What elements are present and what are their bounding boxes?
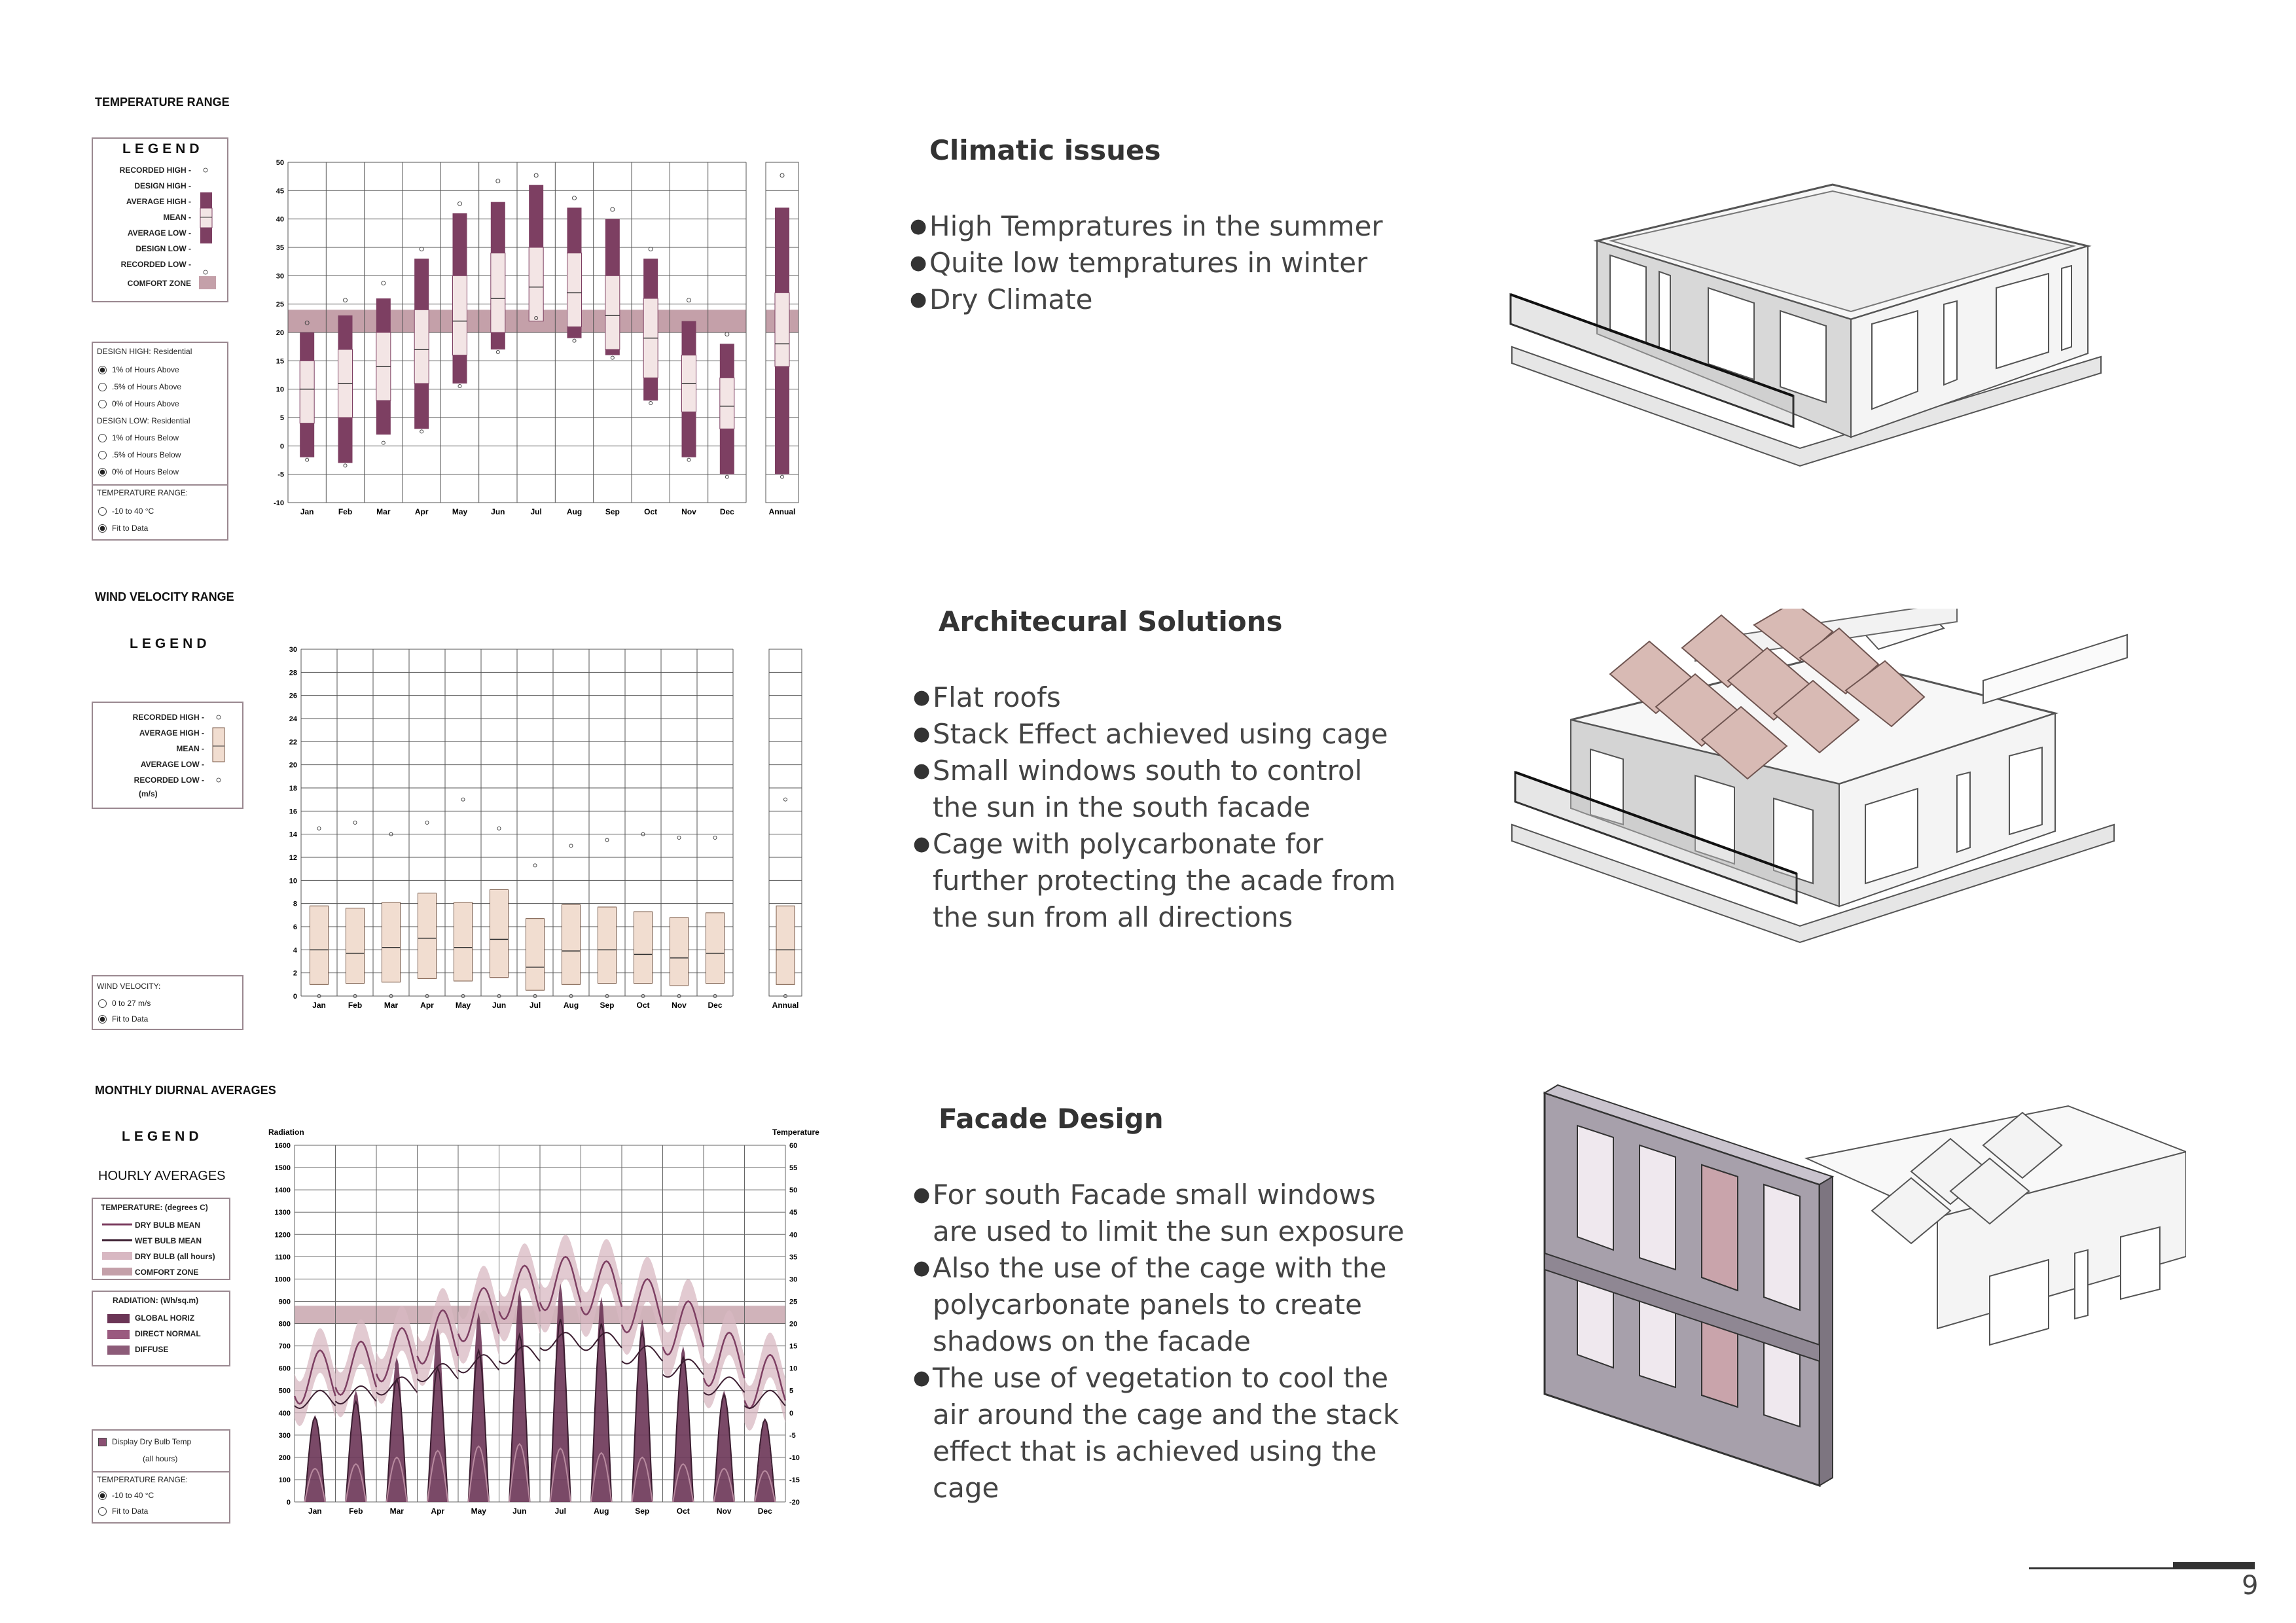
x-tick-label: Sep [635, 1507, 650, 1516]
rad-legend-direct-normal: DIRECT NORMAL [135, 1329, 201, 1338]
box-design-low [300, 423, 314, 457]
box-design-high [682, 321, 696, 355]
bullet-item: ● The use of vegetation to cool the air around the cage and the stack effect that is achieved using the cage [913, 1360, 1410, 1507]
y-tick-label-right: 55 [789, 1164, 798, 1173]
wind-box [490, 889, 509, 977]
x-tick-label: Jun [491, 507, 505, 516]
y-tick-label-left: 900 [278, 1298, 291, 1306]
x-tick-label: Dec [719, 507, 734, 516]
recorded-low-point [781, 475, 784, 478]
y-tick-label: 6 [293, 923, 297, 931]
x-tick-label: Aug [563, 1001, 579, 1010]
temperature-options [92, 342, 228, 541]
global-horiz-area [591, 1297, 611, 1502]
box-design-high [529, 185, 543, 247]
recorded-low-point [458, 385, 461, 388]
recorded-low-point [420, 430, 423, 433]
section-heading-architectural-solutions: Architecural Solutions [939, 605, 1283, 637]
x-tick-label: Aug [594, 1507, 609, 1516]
y-tick-label-right: -15 [789, 1476, 800, 1484]
box-average-range [414, 310, 429, 383]
monthly-diurnal-chart [236, 1119, 844, 1518]
x-tick-label: May [455, 1001, 471, 1010]
section-heading-facade-design: Facade Design [939, 1103, 1164, 1135]
hourly-averages-title: HOURLY AVERAGES [98, 1169, 226, 1183]
x-tick-label: Nov [672, 1001, 687, 1010]
box-average-range [567, 253, 582, 327]
y-tick-label: 16 [289, 808, 297, 816]
wind-box [346, 908, 365, 984]
recorded-low-point [725, 475, 728, 478]
comfort-zone-swatch [199, 276, 216, 289]
wind-box [382, 902, 401, 982]
box-design-low [376, 401, 391, 435]
legend-design-low: DESIGN LOW - [135, 244, 191, 253]
y-tick-label-right: 20 [789, 1320, 798, 1329]
box-average-range [605, 276, 620, 349]
recorded-low-point [649, 402, 653, 405]
y-tick-label: 22 [289, 738, 297, 747]
recorded-low-point [573, 339, 576, 342]
x-tick-label: Annual [772, 1001, 799, 1010]
x-tick-label: Aug [566, 507, 583, 516]
design-low-opt-3[interactable]: 0% of Hours Below [98, 467, 179, 476]
recorded-high-point [677, 836, 681, 839]
y-tick-label-left: 0 [286, 1499, 291, 1507]
x-tick-label: Apr [420, 1001, 434, 1010]
building-illustration-flat-roof [1499, 183, 2121, 497]
x-tick-label: Feb [338, 507, 353, 516]
y-tick-label-right: -5 [789, 1431, 796, 1440]
y-tick-label-right: -20 [789, 1499, 800, 1507]
wind-velocity-opt-2[interactable]: Fit to Data [98, 1014, 148, 1024]
recorded-high-point [458, 202, 462, 205]
y-tick-label-right: 45 [789, 1209, 798, 1217]
x-tick-label: Jan [308, 1507, 322, 1516]
section-heading-climatic-issues: Climatic issues [929, 134, 1161, 166]
x-tick-label: Sep [605, 507, 620, 516]
x-tick-label: Oct [636, 1001, 650, 1010]
legend-recorded-high: RECORDED HIGH - [119, 166, 191, 175]
diurnal-range-header: TEMPERATURE RANGE: [97, 1475, 188, 1484]
y-tick-label: 12 [289, 854, 297, 862]
rad-legend-swatches [106, 1311, 132, 1364]
recorded-low-point [382, 441, 385, 444]
diurnal-temp-legend [92, 1198, 230, 1280]
box-design-low [720, 429, 734, 474]
box-design-low [338, 418, 353, 463]
recorded-high-point [569, 844, 573, 847]
box-design-high [567, 207, 582, 253]
bullet-item: ● Flat roofs [913, 679, 1410, 716]
y-tick-label: 10 [289, 877, 297, 885]
recorded-high-point [611, 207, 615, 211]
bullet-item: ● Stack Effect achieved using cage [913, 716, 1410, 753]
legend-recorded-low: RECORDED LOW - [120, 260, 191, 269]
temp-legend-wet-bulb-mean: WET BULB MEAN [135, 1236, 202, 1245]
recorded-high-point [382, 281, 386, 285]
recorded-high-point [780, 173, 784, 177]
wind-velocity-opt-1[interactable]: 0 to 27 m/s [98, 999, 151, 1008]
y-tick-label-left: 300 [278, 1431, 291, 1440]
y-tick-label: 20 [289, 761, 297, 770]
recorded-high-point [317, 827, 321, 830]
y-tick-label: 0 [293, 993, 297, 1001]
design-low-header: DESIGN LOW: Residential [97, 416, 190, 425]
recorded-high-point [461, 798, 465, 801]
bullet-item: ● High Tempratures in the summer [910, 208, 1407, 245]
y-tick-label-left: 600 [278, 1364, 291, 1373]
temp-legend-header: TEMPERATURE: (degrees C) [101, 1203, 208, 1212]
temperature-range-opt-2[interactable]: Fit to Data [98, 524, 148, 533]
y-tick-label-right: -10 [789, 1454, 800, 1462]
box-design-low [605, 349, 620, 355]
temp-legend-dry-bulb-mean: DRY BULB MEAN [135, 1221, 201, 1230]
y-tick-label: 5 [279, 414, 284, 422]
x-tick-label: Jul [554, 1507, 566, 1516]
box-design-high [605, 219, 620, 276]
y-tick-label: 4 [293, 946, 297, 955]
y-tick-label: 30 [289, 646, 297, 654]
y-tick-label-right: 25 [789, 1298, 798, 1306]
wind-legend-mean: MEAN - [176, 744, 204, 753]
x-tick-label: Feb [349, 1507, 363, 1516]
architectural-solutions-list [913, 679, 1410, 936]
recorded-low-point [687, 458, 691, 461]
y-tick-label-left: 700 [278, 1342, 291, 1351]
x-tick-label: Annual [768, 507, 796, 516]
legend-title: LEGEND [122, 141, 204, 156]
diurnal-range-opt-2[interactable]: Fit to Data [98, 1507, 148, 1516]
x-tick-label: Mar [376, 507, 391, 516]
recorded-low-point [496, 351, 499, 354]
x-tick-label: May [471, 1507, 486, 1516]
y-tick-label: 50 [276, 159, 284, 167]
rad-legend-header: RADIATION: (Wh/sq.m) [113, 1296, 199, 1305]
x-tick-label: Apr [431, 1507, 445, 1516]
box-design-high [453, 213, 467, 276]
wind-box [776, 906, 795, 984]
rad-legend-diffuse: DIFFUSE [135, 1345, 169, 1354]
legend-design-high: DESIGN HIGH - [134, 181, 191, 190]
bullet-item: ● Cage with polycarbonate for further protecting the acade from the sun from all directions [913, 826, 1410, 936]
y-tick-label: 25 [276, 300, 284, 309]
recorded-high-point [784, 798, 787, 801]
building-illustration-stack-effect [1499, 609, 2140, 975]
diurnal-rad-legend [92, 1291, 230, 1366]
wind-velocity-chart [275, 641, 831, 1021]
recorded-high-point [496, 179, 500, 183]
wind-legend-recorded-low: RECORDED LOW - [134, 776, 204, 785]
box-design-high [300, 332, 314, 361]
x-tick-label: Jun [492, 1001, 507, 1010]
x-tick-label: Mar [389, 1507, 404, 1516]
temperature-range-header: TEMPERATURE RANGE: [97, 488, 188, 497]
y-tick-label-left: 500 [278, 1387, 291, 1395]
recorded-high-point [573, 196, 577, 200]
y-tick-label-right: 5 [789, 1387, 794, 1395]
y-tick-label-left: 1100 [275, 1253, 291, 1262]
legend-comfort-zone: COMFORT ZONE [127, 279, 191, 288]
bullet-item: ● Small windows south to control the sun in the south facade [913, 753, 1410, 826]
diurnal-panel-title: MONTHLY DIURNAL AVERAGES [95, 1084, 276, 1097]
temperature-range-opt-1[interactable]: -10 to 40 °C [98, 507, 154, 516]
box-average-range [491, 253, 505, 332]
recorded-high-point [353, 821, 357, 825]
y-tick-label: 2 [293, 969, 297, 978]
x-tick-label: Dec [708, 1001, 723, 1010]
recorded-high-point [533, 864, 537, 867]
y-tick-label-right: 60 [789, 1142, 798, 1150]
y-tick-label: 26 [289, 692, 297, 700]
wind-options [92, 975, 243, 1030]
recorded-high-point [534, 173, 538, 177]
legend-average-low: AVERAGE LOW - [127, 228, 191, 238]
x-tick-label: Jul [530, 507, 542, 516]
recorded-low-point [611, 356, 614, 359]
wind-legend [92, 702, 243, 809]
box-design-low [414, 383, 429, 429]
box-design-low [775, 366, 789, 474]
box-average-range [300, 361, 314, 423]
wind-legend-average-low: AVERAGE LOW - [140, 760, 204, 769]
climatic-issues-list [910, 208, 1407, 318]
x-tick-label: Jun [512, 1507, 527, 1516]
box-design-high [414, 259, 429, 310]
x-tick-label: Sep [600, 1001, 615, 1010]
temp-legend-dry-bulb-all: DRY BULB (all hours) [135, 1252, 215, 1261]
recorded-high-point [425, 821, 429, 825]
design-low-opt-2[interactable]: .5% of Hours Below [98, 450, 181, 459]
bullet-item: ● Dry Climate [910, 281, 1407, 318]
legend-swatch [196, 162, 223, 280]
x-tick-label: Jan [300, 507, 314, 516]
x-tick-label: Jul [529, 1001, 541, 1010]
recorded-high-point [649, 247, 653, 251]
box-average-range [529, 247, 543, 321]
y-tick-label: 30 [276, 272, 284, 281]
y-tick-label: -5 [278, 471, 284, 479]
design-high-opt-2[interactable]: .5% of Hours Above [98, 382, 181, 391]
box-average-range [775, 293, 789, 366]
y-tick-label: 24 [289, 715, 297, 723]
y-tick-label-left: 1300 [274, 1209, 291, 1217]
y-tick-label: 28 [289, 669, 297, 677]
y-tick-label-right: 10 [789, 1364, 798, 1373]
box-design-high [643, 259, 658, 298]
y-tick-label: 15 [276, 357, 284, 366]
y-tick-label: 45 [276, 187, 284, 196]
wind-box [598, 907, 617, 984]
wind-box [418, 893, 437, 979]
y-tick-label-left: 400 [278, 1409, 291, 1418]
y-tick-label: 8 [293, 900, 297, 908]
wind-panel-title: WIND VELOCITY RANGE [95, 590, 234, 603]
wind-unit-label: (m/s) [139, 789, 158, 798]
box-design-high [491, 202, 505, 253]
x-tick-label: Apr [414, 507, 429, 516]
y-tick-label-right: 35 [789, 1253, 798, 1262]
y-tick-label-left: 1200 [274, 1231, 291, 1240]
wind-box [562, 904, 581, 984]
diurnal-options [92, 1429, 230, 1524]
x-tick-label: Oct [644, 507, 658, 516]
recorded-high-point [420, 247, 423, 251]
wind-legend-title: LEGEND [130, 636, 211, 651]
rad-legend-global-horiz: GLOBAL HORIZ [135, 1313, 195, 1323]
temp-legend-swatches [101, 1219, 134, 1277]
box-design-low [567, 327, 582, 338]
wind-box [706, 913, 725, 984]
box-design-low [453, 355, 467, 383]
y-tick-label-right: 15 [789, 1342, 798, 1351]
x-tick-label: Dec [757, 1507, 772, 1516]
wind-legend-recorded-high: RECORDED HIGH - [132, 713, 204, 722]
box-average-range [453, 276, 467, 355]
design-high-opt-1[interactable]: 1% of Hours Above [98, 365, 179, 374]
footer-rule-accent [2173, 1562, 2255, 1569]
diurnal-legend-title: LEGEND [122, 1129, 203, 1144]
recorded-low-point [306, 458, 309, 461]
y-tick-label: 18 [289, 785, 297, 793]
x-tick-label: Nov [716, 1507, 732, 1516]
x-tick-label: Oct [676, 1507, 690, 1516]
recorded-high-point [497, 827, 501, 830]
facade-design-list [913, 1177, 1410, 1507]
page-number: 9 [2242, 1571, 2259, 1601]
right-axis-title: Temperature [772, 1128, 819, 1137]
temp-legend-comfort-zone: COMFORT ZONE [135, 1268, 199, 1277]
box-design-low [682, 412, 696, 457]
wind-box [310, 906, 329, 984]
box-average-range [720, 378, 734, 429]
y-tick-label: 14 [289, 830, 297, 839]
x-tick-label: Mar [384, 1001, 399, 1010]
y-tick-label-left: 1600 [274, 1142, 291, 1150]
temperature-panel-title: TEMPERATURE RANGE [95, 96, 230, 109]
recorded-high-point [605, 838, 609, 842]
wind-velocity-header: WIND VELOCITY: [97, 982, 161, 991]
y-tick-label: 35 [276, 244, 284, 252]
legend-average-high: AVERAGE HIGH - [126, 197, 191, 206]
y-tick-label-right: 30 [789, 1275, 798, 1284]
design-low-opt-1[interactable]: 1% of Hours Below [98, 433, 179, 442]
y-tick-label-left: 100 [278, 1476, 291, 1484]
box-design-high [775, 207, 789, 293]
y-tick-label-right: 0 [789, 1409, 794, 1418]
recorded-high-point [687, 298, 691, 302]
x-tick-label: Feb [348, 1001, 363, 1010]
y-tick-label-left: 200 [278, 1454, 291, 1462]
recorded-high-point [713, 836, 717, 839]
legend-mean: MEAN - [163, 213, 191, 222]
box-design-high [720, 344, 734, 378]
display-dry-bulb-sub: (all hours) [143, 1454, 178, 1463]
box-design-low [491, 332, 505, 349]
design-high-opt-3[interactable]: 0% of Hours Above [98, 399, 179, 408]
global-horiz-area [673, 1346, 693, 1502]
bullet-item: ● For south Facade small windows are used to limit the sun exposure [913, 1177, 1410, 1250]
wind-box [454, 902, 473, 981]
wind-legend-average-high: AVERAGE HIGH - [139, 728, 204, 738]
y-tick-label: 0 [279, 442, 284, 451]
building-illustration-cage-facade [1532, 1080, 2186, 1525]
y-tick-label: 40 [276, 215, 284, 224]
wind-legend-swatch [209, 709, 236, 794]
x-tick-label: Jan [312, 1001, 326, 1010]
y-tick-label-left: 800 [278, 1320, 291, 1329]
wind-box [526, 919, 545, 991]
y-tick-label-left: 1400 [274, 1186, 291, 1195]
y-tick-label: -10 [274, 499, 284, 507]
y-tick-label-left: 1000 [274, 1275, 291, 1284]
bullet-item: ● Also the use of the cage with the polycarbonate panels to create shadows on the facade [913, 1250, 1410, 1360]
box-design-high [376, 298, 391, 332]
box-design-low [643, 378, 658, 401]
box-design-high [338, 315, 353, 349]
diurnal-range-opt-1[interactable]: -10 to 40 °C [98, 1491, 154, 1500]
y-tick-label: 10 [276, 385, 284, 394]
wind-box [670, 918, 689, 986]
temperature-legend [92, 137, 228, 302]
recorded-high-point [725, 332, 729, 336]
display-dry-bulb-toggle[interactable]: Display Dry Bulb Temp [98, 1437, 191, 1446]
bullet-item: ● Quite low tempratures in winter [910, 245, 1407, 281]
left-axis-title: Radiation [268, 1128, 304, 1137]
recorded-high-point [344, 298, 348, 302]
x-tick-label: Nov [681, 507, 696, 516]
y-tick-label-left: 1500 [274, 1164, 291, 1173]
wind-box [634, 912, 653, 984]
design-high-header: DESIGN HIGH: Residential [97, 347, 192, 356]
temperature-range-chart [262, 151, 825, 524]
x-tick-label: May [452, 507, 468, 516]
y-tick-label: 20 [276, 329, 284, 337]
recorded-low-point [344, 464, 347, 467]
y-tick-label-right: 40 [789, 1231, 798, 1240]
y-tick-label-right: 50 [789, 1186, 798, 1195]
